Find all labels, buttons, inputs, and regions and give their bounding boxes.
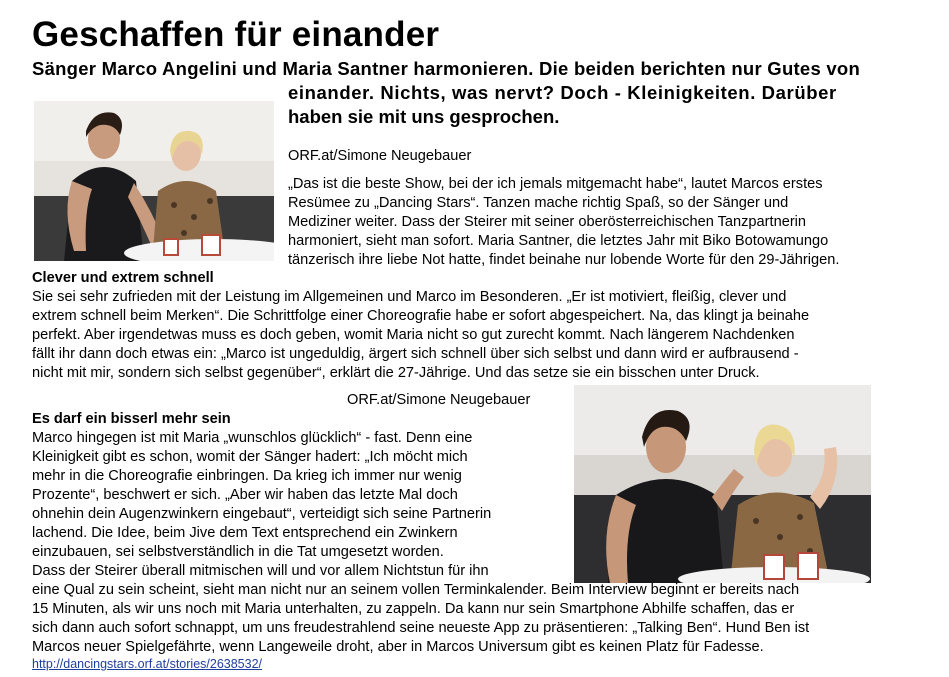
section2-line: ohnehin dein Augenzwinkern eingebaut“, verteidigt sich seine Partnerin [32,506,492,522]
intro-line: Resümee zu „Dancing Stars“. Tanzen mache richtig Spaß, so der Sänger und [288,195,789,211]
article-subtitle-line: einander. Nichts, was nervt? Doch - Kleinigkeiten. Darüber [288,82,837,103]
section2-line: Dass der Steirer überall mitmischen will und vor allem Nichtstun für ihn [32,563,489,579]
section-heading: Es darf ein bisserl mehr sein [32,411,231,427]
article-subtitle-line: haben sie mit uns gesprochen. [288,106,560,127]
photo-credit: ORF.at/Simone Neugebauer [347,392,531,408]
section1-line: Sie sei sehr zufrieden mit der Leistung im Allgemeinen und Marco im Besonderen. „Er ist motiviert, fleißig, clever und [32,289,787,305]
section2-line: Marcos neuer Spielgefährte, wenn Langeweile droht, aber in Marcos Universum gibt es keinen Platz für Fadesse. [32,639,764,655]
intro-line: „Das ist die beste Show, bei der ich jemals mitgemacht habe“, lautet Marcos erstes [288,176,823,192]
section2-line: Kleinigkeit gibt es schon, womit der Sänger hadert: „Ich möcht mich [32,449,468,465]
section1-line: nicht mit mir, sondern sich selbst gegenüber“, erklärt die 27-Jährige. Und das setze sie ein bisschen unter Druck. [32,365,760,381]
section2-line: Marco hingegen ist mit Maria „wunschlos glücklich“ - fast. Denn eine [32,430,473,446]
section1-line: extrem schnell beim Merken“. Die Schrittfolge einer Choreografie habe er sofort abgespeichert. Na, das klingt ja beinahe [32,308,810,324]
intro-line: Mediziner weiter. Dass der Steirer mit seiner oberösterreichischen Tanzpartnerin [288,214,807,230]
source-link[interactable]: http://dancingstars.orf.at/stories/2638532/ [32,657,262,671]
section2-line: Prozente“, beschwert er sich. „Aber wir haben das letzte Mal doch [32,487,458,503]
section1-line: fällt ihr dann doch etwas ein: „Marco ist ungeduldig, ärgert sich schnell über sich selbst und dann wird er aufbrausend - [32,346,799,362]
photo-credit: ORF.at/Simone Neugebauer [288,148,472,164]
section2-line: eine Qual zu sein scheint, sieht man nicht nur an seinem vollen Terminkalender. Beim Interview beginnt er bereits nach [32,582,800,598]
section2-line: mehr in die Choreografie einbringen. Da krieg ich immer nur wenig [32,468,462,484]
intro-line: harmoniert, sieht man sofort. Maria Santner, die letztes Jahr mit Biko Botowamungo [288,233,829,249]
section2-line: 15 Minuten, als wir uns noch mit Maria unterhalten, zu zappeln. Da kann nur sein Smartphone Abhilfe schaffen, das er [32,601,795,617]
section2-line: sich dann auch sofort schnappt, um uns freudestrahlend seine neueste App zu präsentieren: „Talking Ben“. Hund Ben ist [32,620,810,636]
interview-photo-2 [574,385,871,583]
intro-line: tänzerisch ihre liebe Not hatte, findet beinahe nur lobende Worte für den 29-Jährigen. [288,252,840,268]
section1-line: perfekt. Aber irgendetwas muss es doch geben, womit Maria nicht so gut zurecht kommt. Nach längerem Nachdenken [32,327,795,343]
section-heading: Clever und extrem schnell [32,270,214,286]
interview-photo-1 [34,101,274,261]
article-title: Geschaffen für einander [32,15,440,54]
article-subtitle-line: Sänger Marco Angelini und Maria Santner harmonieren. Die beiden berichten nur Gutes von [32,58,861,79]
section2-line: einzubauen, sei selbstverständlich in die Tat umgesetzt worden. [32,544,444,560]
section2-line: lachend. Die Idee, beim Jive dem Text entsprechend ein Zwinkern [32,525,458,541]
